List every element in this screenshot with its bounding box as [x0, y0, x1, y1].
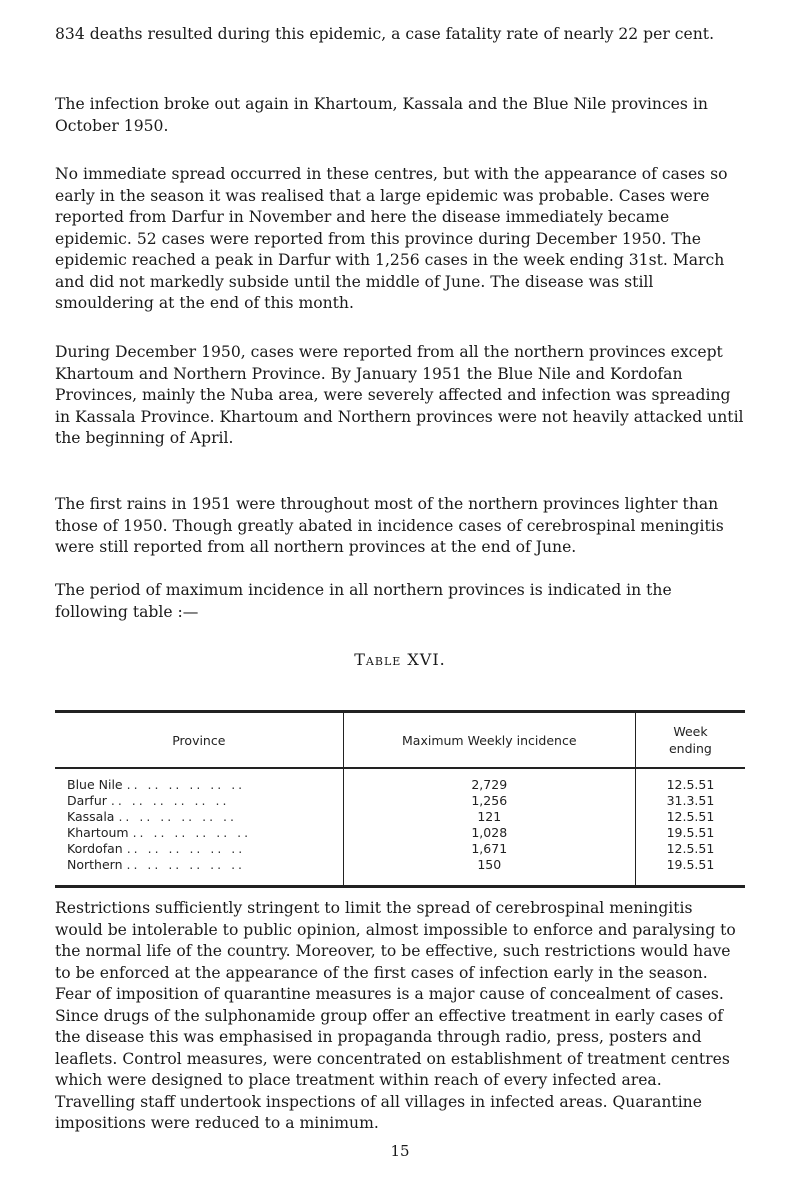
province-name: Khartoum — [67, 825, 129, 840]
header-max-weekly: Maximum Weekly incidence — [343, 712, 635, 769]
province-name: Blue Nile — [67, 777, 123, 792]
max-cell: 1,028 — [343, 825, 635, 841]
province-cell — [55, 768, 343, 793]
header-week-line1: Week — [673, 724, 708, 739]
paragraph-outbreak: The infection broke out again in Khartoum, Kassala and the Blue Nile provinces in October 1950. — [55, 95, 708, 135]
province-cell — [55, 857, 343, 887]
week-cell: 12.5.51 — [666, 809, 715, 824]
week-cell: 12.5.51 — [666, 841, 715, 856]
header-week-ending — [635, 712, 745, 769]
table-row — [55, 841, 745, 857]
province-cell — [55, 793, 343, 809]
province-name: Kassala — [67, 809, 115, 824]
table-row — [55, 857, 745, 887]
paragraph-december: During December 1950, cases were reported from all the northern provinces except Khartoum and Northern Province. By January 1951 the Blue Nile and Kordofan Provinces, mainly the Nuba area, were severely affected and infection was spreading in Kassala Province. Khartoum and Northern provinces were not heavily attacked until the beginning of April. — [55, 343, 744, 447]
week-cell: 31.3.51 — [666, 793, 715, 808]
week-cell: 19.5.51 — [666, 825, 715, 840]
paragraph-restrictions: Restrictions sufficiently stringent to limit the spread of cerebrospinal meningitis would be intolerable to public opinion, almost impossible to enforce and paralysing to the normal life of the country. Moreover, to be effective, such restrictions would have to be enforced at the appearance of the first cases of infection early in the season. Fear of imposition of quarantine measures is a major cause of concealment of cases. Since drugs of the sulphonamide group offer an effective treatment in early cases of the disease this was emphasised in propaganda through radio, press, posters and leaflets. Control measures, were concentrated on establishment of treatment centres which were designed to place treatment within reach of every infected area. Travelling staff undertook inspections of all villages in infected areas. Quarantine impositions were reduced to a minimum. — [55, 899, 736, 1132]
table-row — [55, 793, 745, 809]
max-cell: 1,256 — [343, 793, 635, 809]
table-header-row — [55, 712, 745, 769]
province-cell — [55, 841, 343, 857]
table-row — [55, 768, 745, 793]
table-row — [55, 809, 745, 825]
leader-dots: .. .. .. .. .. .. — [126, 857, 246, 872]
paragraph-table-intro: The period of maximum incidence in all northern provinces is indicated in the following table :— — [55, 581, 672, 621]
province-name: Kordofan — [67, 841, 123, 856]
page-number: 15 — [390, 1142, 410, 1160]
paragraph-deaths: 834 deaths resulted during this epidemic, a case fatality rate of nearly 22 per cent. — [55, 25, 715, 43]
paragraph-spread: No immediate spread occurred in these centres, but with the appearance of cases so early in the season it was realised that a large epidemic was probable. Cases were reported from Darfur in November and here the disease immediately became epidemic. 52 cases were reported from this province during December 1950. The epidemic reached a peak in Darfur with 1,256 cases in the week ending 31st. March and did not markedly subside until the middle of June. The disease was still smouldering at the end of this month. — [55, 165, 728, 312]
province-cell — [55, 825, 343, 841]
leader-dots: .. .. .. .. .. .. — [132, 825, 252, 840]
paragraph-rains: The first rains in 1951 were throughout most of the northern provinces lighter than those of 1950. Though greatly abated in incidence cases of cerebrospinal meningitis were still reported from all northern provinces at the end of June. — [55, 495, 724, 556]
incidence-table — [55, 710, 745, 888]
max-cell: 150 — [343, 857, 635, 887]
leader-dots: .. .. .. .. .. .. — [118, 809, 238, 824]
leader-dots: .. .. .. .. .. .. — [126, 841, 246, 856]
province-name: Darfur — [67, 793, 107, 808]
max-cell: 2,729 — [343, 768, 635, 793]
max-cell: 121 — [343, 809, 635, 825]
header-week-line2: ending — [668, 741, 712, 756]
header-province: Province — [55, 712, 343, 769]
week-cell: 12.5.51 — [666, 777, 715, 792]
province-cell — [55, 809, 343, 825]
province-name: Northern — [67, 857, 123, 872]
week-cell: 19.5.51 — [666, 857, 715, 872]
leader-dots: .. .. .. .. .. .. — [126, 777, 246, 792]
table-row — [55, 825, 745, 841]
leader-dots: .. .. .. .. .. .. — [110, 793, 230, 808]
table-title: Table XVI. — [354, 650, 446, 669]
max-cell: 1,671 — [343, 841, 635, 857]
